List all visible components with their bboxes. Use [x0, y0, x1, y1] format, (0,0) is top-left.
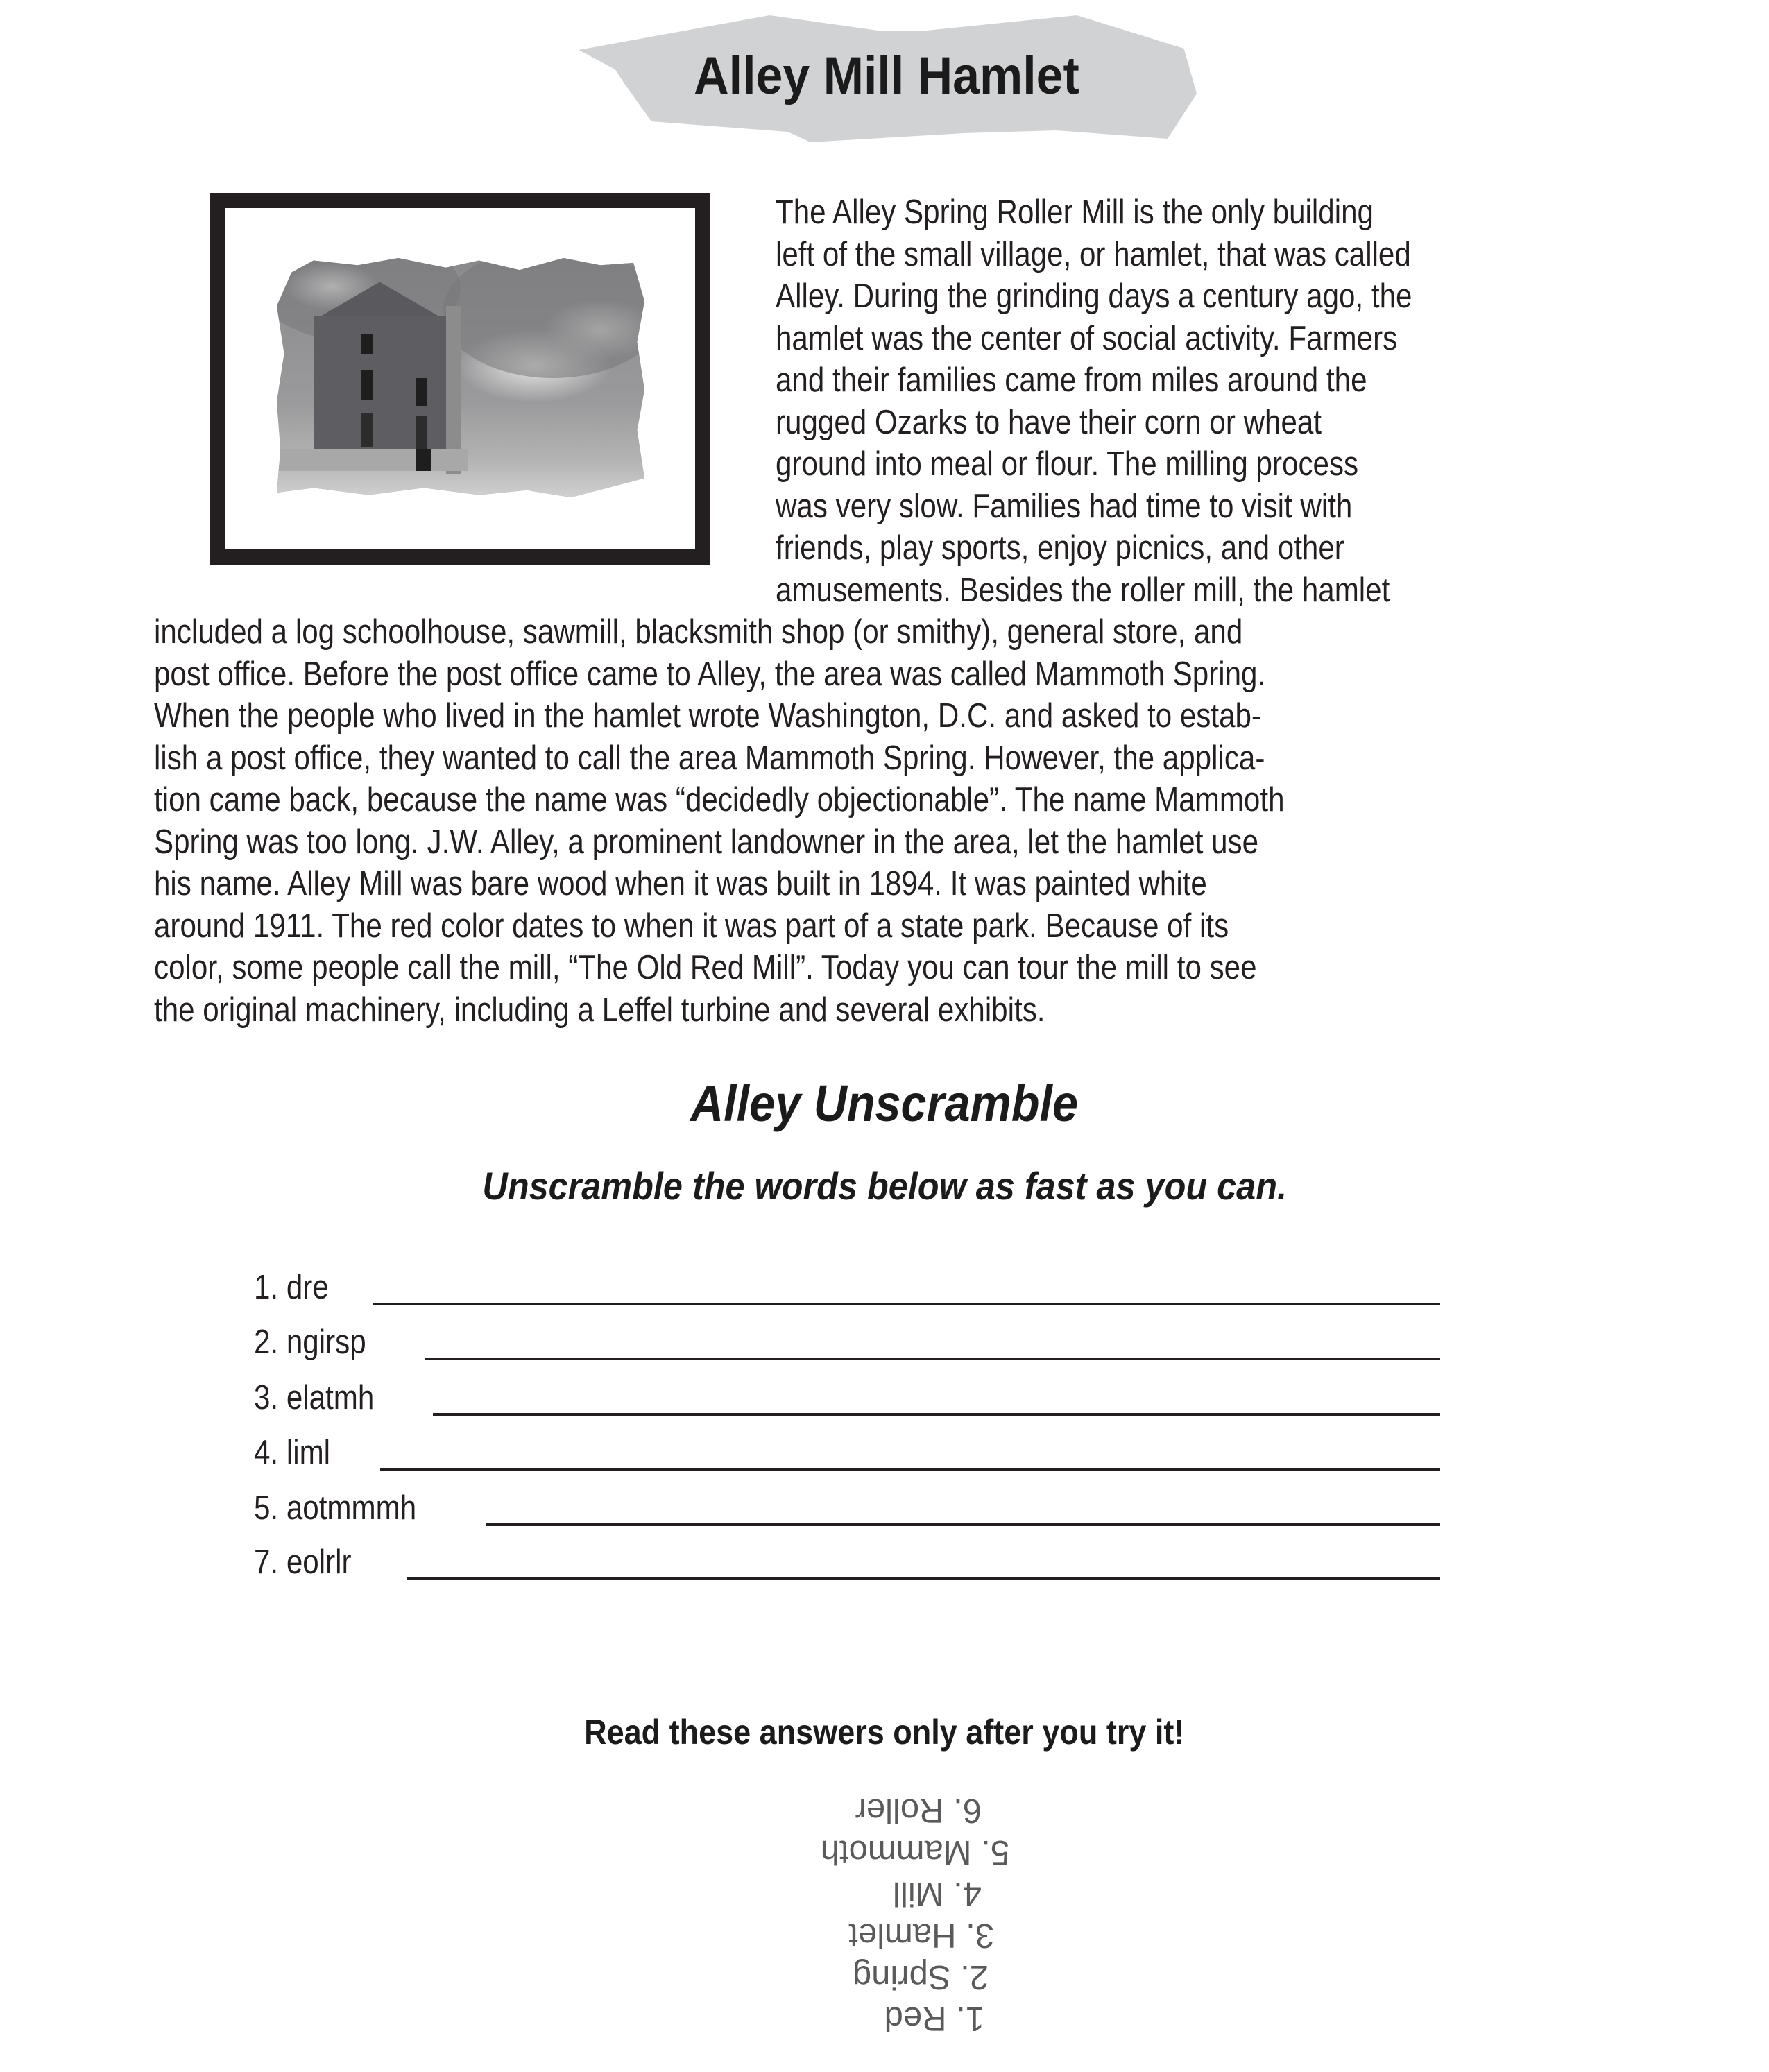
upside-down-answer-key [780, 1783, 1009, 2039]
article-line: left of the small village, or hamlet, that was called [776, 236, 1411, 273]
answers-heading [0, 1712, 1769, 1752]
mill-photo [277, 258, 644, 497]
scrambled-word: 1. dre [254, 1269, 329, 1306]
scrambled-word: 4. liml [254, 1434, 331, 1471]
answer-blank[interactable] [425, 1358, 1440, 1360]
tree-foliage [443, 246, 663, 378]
answer-blank[interactable] [486, 1523, 1440, 1526]
answer-item: 1. Red [884, 2000, 984, 2037]
photo-frame [210, 193, 710, 565]
mill-window [416, 378, 427, 406]
answer-item: 4. Mill [893, 1875, 982, 1912]
answer-blank[interactable] [380, 1468, 1440, 1471]
stone-wall [277, 449, 468, 471]
article-line: the original machinery, including a Leffel turbine and several exhibits. [154, 991, 1045, 1029]
mill-window [361, 334, 373, 354]
article-line: Alley. During the grinding days a century ago, the [776, 277, 1412, 315]
article-line: rugged Ozarks to have their corn or wheat [776, 404, 1322, 441]
mill-window [361, 413, 373, 447]
page-title: Alley Mill Hamlet [694, 46, 1079, 105]
unscramble-item [254, 1377, 1440, 1419]
unscramble-item [254, 1541, 1440, 1583]
article-line: Spring was too long. J.W. Alley, a prominent landowner in the area, let the hamlet use [154, 823, 1259, 861]
mill-window [416, 416, 427, 449]
unscramble-item [254, 1487, 1440, 1529]
article-line: The Alley Spring Roller Mill is the only building [776, 194, 1374, 231]
article-line: When the people who lived in the hamlet wrote Washington, D.C. and asked to estab- [154, 697, 1261, 735]
article-line: around 1911. The red color dates to when it was part of a state park. Because of its [154, 907, 1229, 945]
tree-trunk [446, 306, 461, 474]
scrambled-word: 7. eolrlr [254, 1543, 352, 1581]
answer-blank[interactable] [433, 1413, 1440, 1416]
article-line: included a log schoolhouse, sawmill, blacksmith shop (or smithy), general store, and [154, 613, 1243, 651]
article-line: his name. Alley Mill was bare wood when it was built in 1894. It was painted white [154, 865, 1207, 902]
scrambled-word: 2. ngirsp [254, 1324, 366, 1361]
article-line: tion came back, because the name was “decidedly objectionable”. The name Mammoth [154, 781, 1285, 819]
title-banner [561, 7, 1213, 142]
answers-heading-text: Read these answers only after you try it! [584, 1713, 1185, 1752]
mill-door [416, 449, 431, 471]
activity-title [0, 1074, 1769, 1133]
mill-window [361, 370, 373, 399]
article-line: hamlet was the center of social activity. Farmers [776, 320, 1398, 357]
answer-item: 3. Hamlet [848, 1917, 994, 1954]
answer-blank[interactable] [373, 1303, 1440, 1305]
unscramble-item [254, 1321, 1440, 1363]
unscramble-item [254, 1432, 1440, 1473]
answer-item: 5. Mammoth [820, 1833, 1009, 1871]
article-line: color, some people call the mill, “The Old Red Mill”. Today you can tour the mill to see [154, 949, 1257, 986]
scrambled-word: 3. elatmh [254, 1379, 375, 1416]
scrambled-word: 5. aotmmmh [254, 1489, 417, 1527]
article-line: and their families came from miles around the [776, 361, 1367, 399]
activity-title-text: Alley Unscramble [690, 1074, 1079, 1132]
activity-instructions [0, 1163, 1769, 1208]
answer-blank[interactable] [407, 1577, 1440, 1580]
article-line: friends, play sports, enjoy picnics, and other [776, 529, 1344, 567]
article-line: was very slow. Families had time to visit with [776, 488, 1353, 525]
article-line: amusements. Besides the roller mill, the hamlet [776, 572, 1390, 609]
article-line: ground into meal or flour. The milling process [776, 445, 1359, 483]
unscramble-item [254, 1267, 1440, 1308]
answer-item: 6. Roller [855, 1792, 982, 1829]
article-line: lish a post office, they wanted to call the area Mammoth Spring. However, the applica- [154, 739, 1265, 777]
activity-instructions-text: Unscramble the words below as fast as you can. [482, 1164, 1287, 1208]
article-line: post office. Before the post office came to Alley, the area was called Mammoth Spring. [154, 656, 1266, 693]
answer-item: 2. Spring [852, 1958, 989, 1996]
